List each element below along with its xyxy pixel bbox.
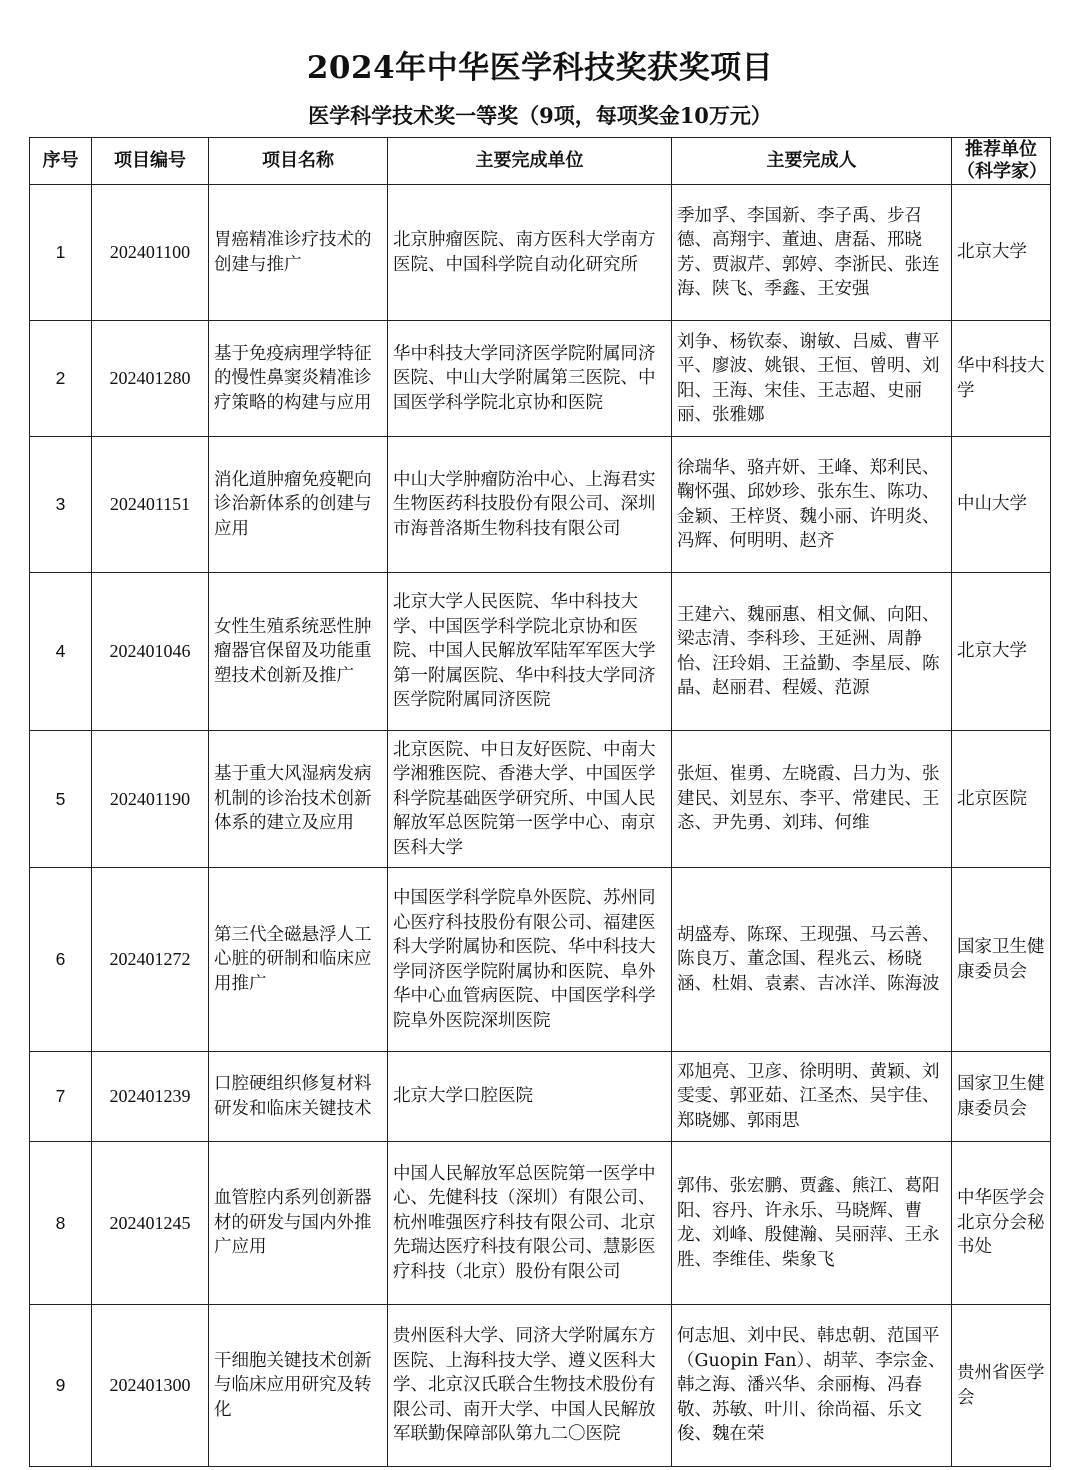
cell-code: 202401190	[92, 731, 209, 868]
cell-no: 2	[30, 321, 92, 437]
cell-recommender: 华中科技大学	[952, 321, 1051, 437]
cell-name: 基于重大风湿病发病机制的诊治技术创新体系的建立及应用	[209, 731, 388, 868]
cell-units: 北京肿瘤医院、南方医科大学南方医院、中国科学院自动化研究所	[388, 185, 672, 321]
table-row	[30, 1305, 1051, 1467]
cell-code: 202401046	[92, 573, 209, 731]
cell-code: 202401300	[92, 1305, 209, 1467]
table-row	[30, 731, 1051, 868]
header-units: 主要完成单位	[388, 138, 672, 185]
cell-no: 8	[30, 1142, 92, 1305]
cell-people: 邓旭亮、卫彦、徐明明、黄颖、刘雯雯、郭亚茹、江圣杰、吴宇佳、郑晓娜、郭雨思	[672, 1052, 952, 1142]
table-row	[30, 1142, 1051, 1305]
cell-recommender: 中山大学	[952, 437, 1051, 573]
cell-units: 北京大学口腔医院	[388, 1052, 672, 1142]
header-no: 序号	[30, 138, 92, 185]
cell-name: 基于免疫病理学特征的慢性鼻窦炎精准诊疗策略的构建与应用	[209, 321, 388, 437]
table-header-row	[30, 138, 1051, 185]
cell-name: 干细胞关键技术创新与临床应用研究及转化	[209, 1305, 388, 1467]
cell-people: 王建六、魏丽惠、相文佩、向阳、梁志清、李科珍、王延洲、周静怡、汪玲娟、王益勤、李星辰、陈晶、赵丽君、程媛、范源	[672, 573, 952, 731]
page-subtitle: 医学科学技术奖一等奖（9项，每项奖金10万元）	[308, 103, 772, 128]
table-row	[30, 437, 1051, 573]
award-table	[29, 137, 1051, 1467]
cell-recommender: 中华医学会北京分会秘书处	[952, 1142, 1051, 1305]
cell-units: 中国人民解放军总医院第一医学中心、先健科技（深圳）有限公司、杭州唯强医疗科技有限公司、北京先瑞达医疗科技有限公司、慧影医疗科技（北京）股份有限公司	[388, 1142, 672, 1305]
cell-recommender: 贵州省医学会	[952, 1305, 1051, 1467]
cell-no: 6	[30, 868, 92, 1052]
cell-people: 胡盛寿、陈琛、王现强、马云善、陈良万、董念国、程兆云、杨晓涵、杜娟、袁素、吉冰洋、陈海波	[672, 868, 952, 1052]
cell-recommender: 北京医院	[952, 731, 1051, 868]
page-title: 2024年中华医学科技奖获奖项目	[306, 50, 774, 86]
table-row	[30, 185, 1051, 321]
cell-people: 张烜、崔勇、左晓霞、吕力为、张建民、刘昱东、李平、常建民、王忞、尹先勇、刘玮、何维	[672, 731, 952, 868]
cell-name: 胃癌精准诊疗技术的创建与推广	[209, 185, 388, 321]
table-row	[30, 573, 1051, 731]
table-row	[30, 1052, 1051, 1142]
cell-no: 3	[30, 437, 92, 573]
cell-units: 华中科技大学同济医学院附属同济医院、中山大学附属第三医院、中国医学科学院北京协和医院	[388, 321, 672, 437]
cell-name: 口腔硬组织修复材料研发和临床关键技术	[209, 1052, 388, 1142]
cell-no: 4	[30, 573, 92, 731]
cell-units: 中国医学科学院阜外医院、苏州同心医疗科技股份有限公司、福建医科大学附属协和医院、华中科技大学同济医学院附属协和医院、阜外华中心血管病医院、中国医学科学院阜外医院深圳医院	[388, 868, 672, 1052]
table-row	[30, 868, 1051, 1052]
cell-units: 中山大学肿瘤防治中心、上海君实生物医药科技股份有限公司、深圳市海普洛斯生物科技有限公司	[388, 437, 672, 573]
cell-code: 202401100	[92, 185, 209, 321]
cell-people: 郭伟、张宏鹏、贾鑫、熊江、葛阳阳、容丹、许永乐、马晓辉、曹龙、刘峰、殷健瀚、吴丽萍、王永胜、李维佳、柴象飞	[672, 1142, 952, 1305]
cell-units: 贵州医科大学、同济大学附属东方医院、上海科技大学、遵义医科大学、北京汉氏联合生物技术股份有限公司、南开大学、中国人民解放军联勤保障部队第九二〇医院	[388, 1305, 672, 1467]
cell-recommender: 国家卫生健康委员会	[952, 868, 1051, 1052]
cell-people: 刘争、杨钦泰、谢敏、吕威、曹平平、廖波、姚银、王恒、曾明、刘阳、王海、宋佳、王志超、史丽丽、张雅娜	[672, 321, 952, 437]
cell-code: 202401239	[92, 1052, 209, 1142]
header-code: 项目编号	[92, 138, 209, 185]
header-people: 主要完成人	[672, 138, 952, 185]
cell-name: 第三代全磁悬浮人工心脏的研制和临床应用推广	[209, 868, 388, 1052]
cell-people: 季加孚、李国新、李子禹、步召德、高翔宇、董迪、唐磊、邢晓芳、贾淑芹、郭婷、李浙民、张连海、陕飞、季鑫、王安强	[672, 185, 952, 321]
header-name: 项目名称	[209, 138, 388, 185]
cell-name: 血管腔内系列创新器材的研发与国内外推广应用	[209, 1142, 388, 1305]
cell-code: 202401245	[92, 1142, 209, 1305]
cell-code: 202401272	[92, 868, 209, 1052]
cell-name: 消化道肿瘤免疫靶向诊治新体系的创建与应用	[209, 437, 388, 573]
cell-name: 女性生殖系统恶性肿瘤器官保留及功能重塑技术创新及推广	[209, 573, 388, 731]
cell-units: 北京大学人民医院、华中科技大学、中国医学科学院北京协和医院、中国人民解放军陆军军医大学第一附属医院、华中科技大学同济医学院附属同济医院	[388, 573, 672, 731]
table-row	[30, 321, 1051, 437]
cell-recommender: 北京大学	[952, 185, 1051, 321]
cell-no: 5	[30, 731, 92, 868]
cell-code: 202401151	[92, 437, 209, 573]
cell-recommender: 北京大学	[952, 573, 1051, 731]
cell-no: 7	[30, 1052, 92, 1142]
cell-no: 1	[30, 185, 92, 321]
cell-people: 何志旭、刘中民、韩忠朝、范国平（Guopin Fan）、胡苹、李宗金、韩之海、潘兴华、余丽梅、冯春敬、苏敏、叶川、徐尚福、乐文俊、魏在荣	[672, 1305, 952, 1467]
cell-no: 9	[30, 1305, 92, 1467]
cell-units: 北京医院、中日友好医院、中南大学湘雅医院、香港大学、中国医学科学院基础医学研究所、中国人民解放军总医院第一医学中心、南京医科大学	[388, 731, 672, 868]
cell-people: 徐瑞华、骆卉妍、王峰、郑利民、鞠怀强、邱妙珍、张东生、陈功、金颖、王梓贤、魏小丽、许明炎、冯辉、何明明、赵齐	[672, 437, 952, 573]
header-recommender: 推荐单位（科学家）	[952, 138, 1051, 185]
cell-recommender: 国家卫生健康委员会	[952, 1052, 1051, 1142]
cell-code: 202401280	[92, 321, 209, 437]
